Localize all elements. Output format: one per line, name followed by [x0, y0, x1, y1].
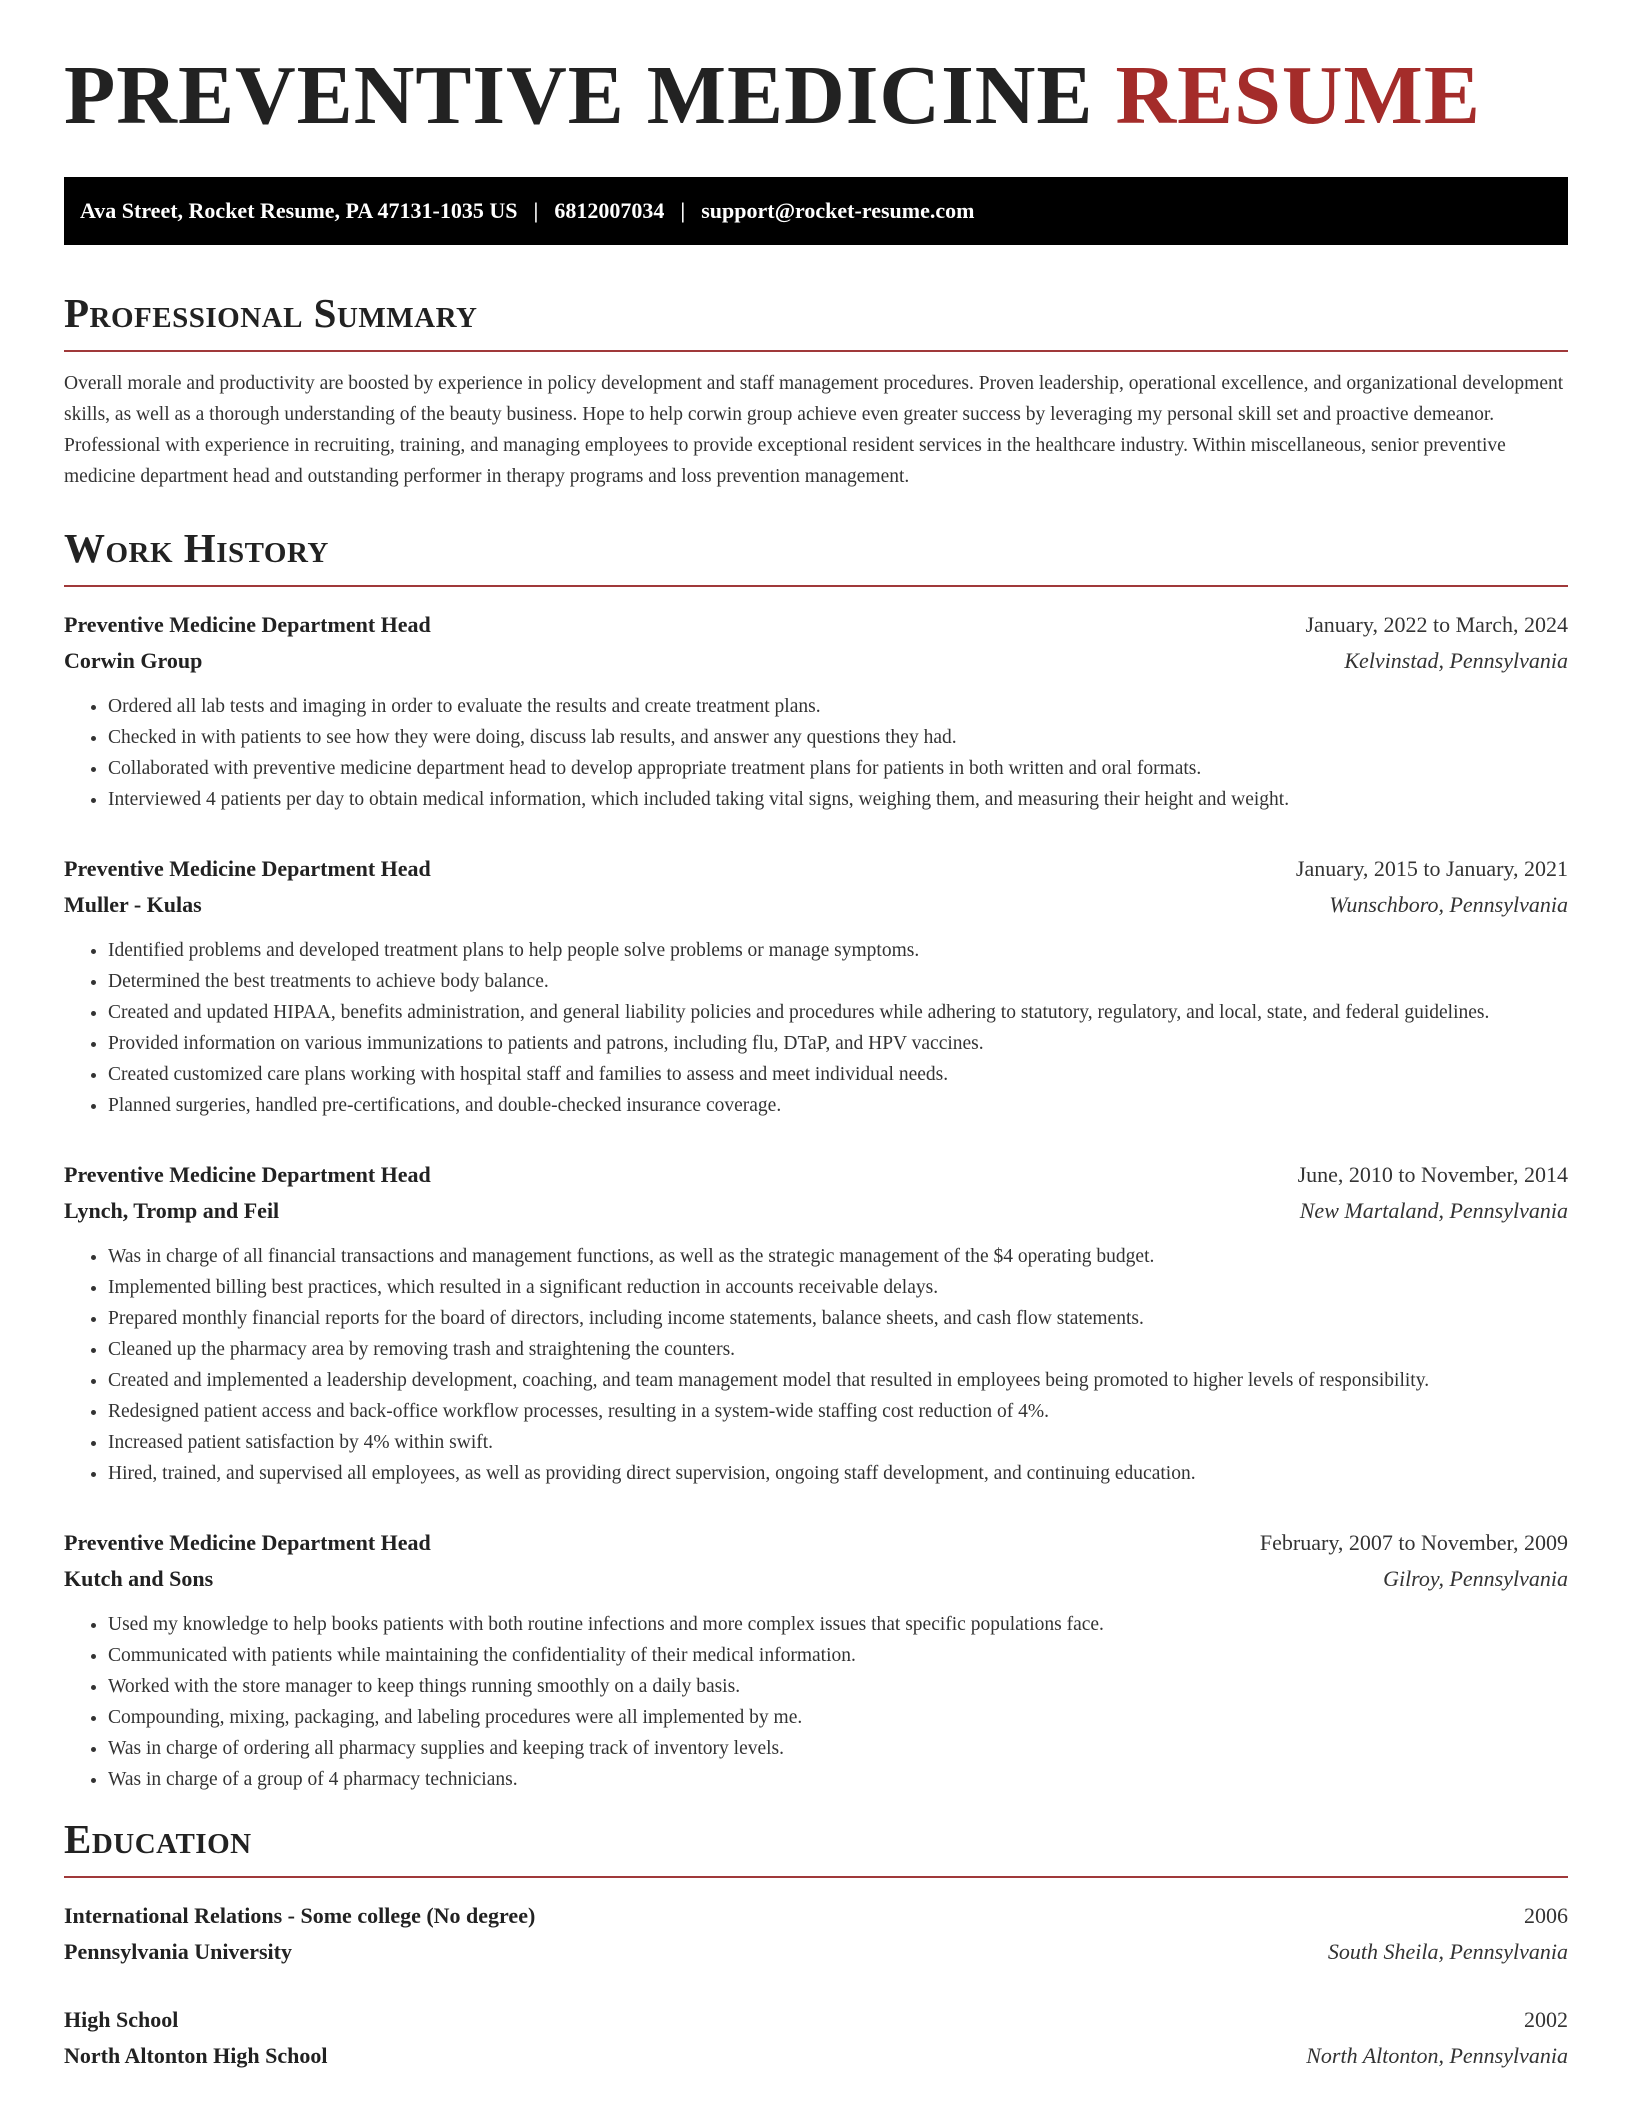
section-heading: Education	[64, 1817, 1568, 1878]
education-list	[64, 1898, 1568, 2074]
job-header-row	[64, 607, 1568, 643]
education-year: 2006	[1524, 1903, 1568, 1929]
job-company: Kutch and Sons	[64, 1565, 214, 1591]
job-bullet: • Communicated with patients while maintaining the confidentiality of their medical information.	[108, 1640, 1568, 1671]
job-bullet-list	[64, 691, 1568, 815]
job-bullet: • Identified problems and developed treatment plans to help people solve problems or manage symptoms.	[108, 935, 1568, 966]
contact-bar	[64, 177, 1568, 245]
job-list	[64, 607, 1568, 1795]
education-section	[64, 1817, 1568, 2074]
job-bullet: • Increased patient satisfaction by 4% within swift.	[108, 1427, 1568, 1458]
section-heading: Professional Summary	[64, 291, 1568, 352]
job-location: New Martaland, Pennsylvania	[1299, 1197, 1568, 1223]
contact-separator: |	[680, 197, 686, 223]
job-title: Preventive Medicine Department Head	[64, 1529, 431, 1555]
education-school: North Altonton High School	[64, 2043, 328, 2069]
title-main: PREVENTIVE MEDICINE	[64, 49, 1094, 142]
job-bullet: • Created customized care plans working with hospital staff and families to assess and meet individual needs.	[108, 1059, 1568, 1090]
contact-phone[interactable]: 6812007034	[554, 197, 665, 223]
job-bullet: • Compounding, mixing, packaging, and labeling procedures were all implemented by me.	[108, 1702, 1568, 1733]
education-degree: International Relations - Some college (No degree)	[64, 1903, 536, 1929]
job-bullet: • Redesigned patient access and back-office workflow processes, resulting in a system-wide staffing cost reduction of 4%.	[108, 1396, 1568, 1427]
job-entry	[64, 607, 1568, 815]
section-heading: Work History	[64, 526, 1568, 587]
job-dates: February, 2007 to November, 2009	[1259, 1529, 1568, 1555]
job-entry	[64, 1157, 1568, 1489]
job-bullet: • Checked in with patients to see how they were doing, discuss lab results, and answer any questions they had.	[108, 722, 1568, 753]
job-bullet: • Cleaned up the pharmacy area by removing trash and straightening the counters.	[108, 1334, 1568, 1365]
education-school-row	[64, 2038, 1568, 2074]
job-title: Preventive Medicine Department Head	[64, 1161, 431, 1187]
job-bullet-list	[64, 1241, 1568, 1489]
job-dates: January, 2022 to March, 2024	[1305, 611, 1568, 637]
education-school: Pennsylvania University	[64, 1939, 292, 1965]
job-bullet: • Ordered all lab tests and imaging in order to evaluate the results and create treatment plans.	[108, 691, 1568, 722]
job-bullet: • Interviewed 4 patients per day to obtain medical information, which included taking vital signs, weighing them, and measuring their height and weight.	[108, 784, 1568, 815]
job-location: Kelvinstad, Pennsylvania	[1344, 647, 1568, 673]
job-bullet: • Prepared monthly financial reports for the board of directors, including income statements, balance sheets, and cash flow statements.	[108, 1303, 1568, 1334]
job-title: Preventive Medicine Department Head	[64, 611, 431, 637]
job-dates: January, 2015 to January, 2021	[1295, 855, 1568, 881]
education-header-row	[64, 1898, 1568, 1934]
job-bullet-list	[64, 935, 1568, 1121]
job-bullet: • Was in charge of ordering all pharmacy supplies and keeping track of inventory levels.	[108, 1733, 1568, 1764]
job-bullet: • Was in charge of a group of 4 pharmacy technicians.	[108, 1764, 1568, 1795]
contact-address: Ava Street, Rocket Resume, PA 47131-1035 US	[80, 197, 518, 223]
job-bullet: • Determined the best treatments to achieve body balance.	[108, 966, 1568, 997]
job-header-row	[64, 1157, 1568, 1193]
title-accent: RESUME	[1115, 49, 1481, 142]
job-company-row	[64, 643, 1568, 679]
work-history-section	[64, 526, 1568, 1795]
job-company-row	[64, 1193, 1568, 1229]
education-school-row	[64, 1934, 1568, 1970]
job-bullet: • Was in charge of all financial transactions and management functions, as well as the strategic management of the $4 operating budget.	[108, 1241, 1568, 1272]
job-company-row	[64, 1561, 1568, 1597]
job-company: Lynch, Tromp and Feil	[64, 1197, 280, 1223]
job-bullet: • Hired, trained, and supervised all employees, as well as providing direct supervision, ongoing staff development, and continuing education.	[108, 1458, 1568, 1489]
professional-summary-section	[64, 291, 1568, 492]
job-location: Wunschboro, Pennsylvania	[1329, 891, 1568, 917]
job-header-row	[64, 851, 1568, 887]
job-bullet: • Planned surgeries, handled pre-certifications, and double-checked insurance coverage.	[108, 1090, 1568, 1121]
education-entry	[64, 1898, 1568, 1970]
education-header-row	[64, 2002, 1568, 2038]
job-company: Muller - Kulas	[64, 891, 202, 917]
job-bullet-list	[64, 1609, 1568, 1795]
job-location: Gilroy, Pennsylvania	[1383, 1565, 1568, 1591]
contact-email[interactable]: support@rocket-resume.com	[701, 197, 975, 223]
job-entry	[64, 851, 1568, 1121]
job-bullet: • Collaborated with preventive medicine department head to develop appropriate treatment plans for patients in both written and oral formats.	[108, 753, 1568, 784]
resume-title	[64, 46, 1568, 147]
job-bullet: • Created and updated HIPAA, benefits administration, and general liability policies and procedures while adhering to statutory, regulatory, and local, state, and federal guidelines.	[108, 997, 1568, 1028]
job-company: Corwin Group	[64, 647, 203, 673]
contact-separator: |	[533, 197, 539, 223]
education-degree: High School	[64, 2007, 179, 2033]
job-bullet: • Worked with the store manager to keep things running smoothly on a daily basis.	[108, 1671, 1568, 1702]
education-year: 2002	[1524, 2007, 1568, 2033]
job-bullet: • Provided information on various immunizations to patients and patrons, including flu, DTaP, and HPV vaccines.	[108, 1028, 1568, 1059]
job-dates: June, 2010 to November, 2014	[1297, 1161, 1568, 1187]
summary-text: Overall morale and productivity are boosted by experience in policy development and staff management procedures. Proven leadership, operational excellence, and organizational development skills, as well as a thorough understanding of the beauty business. Hope to help corwin group achieve even greater success by leveraging my personal skill set and proactive demeanor. Professional with experience in recruiting, training, and managing employees to provide exceptional resident services in the healthcare industry. Within miscellaneous, senior preventive medicine department head and outstanding performer in therapy programs and loss prevention management.	[64, 372, 1564, 487]
job-title: Preventive Medicine Department Head	[64, 855, 431, 881]
job-bullet: • Created and implemented a leadership development, coaching, and team management model that resulted in employees being promoted to higher levels of responsibility.	[108, 1365, 1568, 1396]
job-company-row	[64, 887, 1568, 923]
job-entry	[64, 1525, 1568, 1795]
education-entry	[64, 2002, 1568, 2074]
job-bullet: • Implemented billing best practices, which resulted in a significant reduction in accounts receivable delays.	[108, 1272, 1568, 1303]
education-location: North Altonton, Pennsylvania	[1306, 2043, 1568, 2069]
job-bullet: • Used my knowledge to help books patients with both routine infections and more complex issues that specific populations face.	[108, 1609, 1568, 1640]
education-location: South Sheila, Pennsylvania	[1327, 1939, 1568, 1965]
job-header-row	[64, 1525, 1568, 1561]
